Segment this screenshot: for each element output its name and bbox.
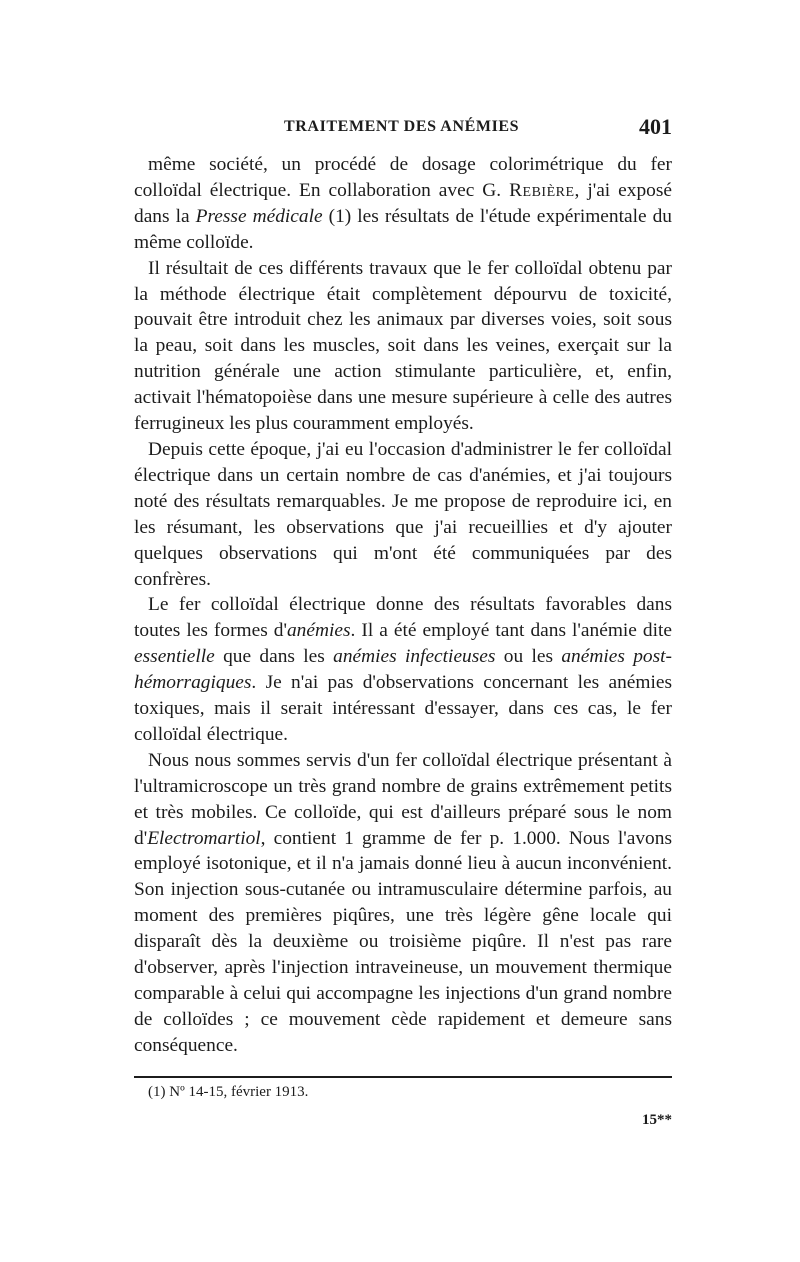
text-run: que dans les bbox=[214, 646, 334, 668]
text-run: Il résultait de ces différents travaux que le fer colloïdal obtenu par la méthode électrique était complètement dépourvu de toxicité, pouvait être introduit chez les animaux par diverses voies, soit sous la peau, soit dans les muscles, soit dans les veines, exerçait sur la nutrition générale une action stimulante particulière, et, enfin, activait l'hématopoièse dans une mesure supérieure à celle des autres ferrugineux les plus couramment employés. bbox=[134, 257, 672, 435]
paragraph bbox=[134, 748, 672, 1059]
italic-text: essentielle bbox=[134, 646, 215, 668]
text-run: Nous nous sommes servis d'un fer colloïdal électrique présentant à l'ultramicroscope un très grand nombre de grains extrêmement petits et très mobiles. Ce colloïde, qui est d'ailleurs préparé sous le nom d' bbox=[134, 749, 672, 849]
footnote: (1) Nº 14-15, février 1913. bbox=[148, 1084, 309, 1100]
printer-signature: 15** bbox=[642, 1112, 672, 1128]
italic-text: Presse médicale bbox=[195, 205, 323, 227]
body-text bbox=[134, 152, 672, 1059]
text-run: , j'ai exposé dans la bbox=[134, 179, 672, 227]
italic-text: anémies post-hémorragiques bbox=[134, 646, 672, 694]
text-run: Le fer colloïdal électrique donne des résultats favorables dans toutes les formes d' bbox=[134, 594, 672, 642]
text-run: (1) les résultats de l'étude expérimentale du même colloïde. bbox=[134, 205, 672, 253]
italic-text: anémies infectieuses bbox=[333, 646, 496, 668]
italic-text: Electromartiol bbox=[147, 827, 261, 849]
text-run: , contient 1 gramme de fer p. 1.000. Nous l'avons employé isotonique, et il n'a jamais donné lieu à aucun inconvénient. Son injection sous-cutanée ou intramusculaire détermine parfois, au moment des premières piqûres, une très légère gêne locale qui disparaît dès la deuxième ou troisième piqûre. Il n'est pas rare d'observer, après l'injection intraveineuse, un mouvement thermique comparable à celui qui accompagne les injections d'un grand nombre de colloïdes ; ce mouvement cède rapidement et demeure sans conséquence. bbox=[134, 827, 672, 1056]
page-number: 401 bbox=[639, 114, 672, 139]
paragraph bbox=[134, 256, 672, 437]
italic-text: anémies bbox=[286, 620, 351, 642]
text-run: ou les bbox=[495, 646, 562, 668]
footnote-rule bbox=[134, 1076, 672, 1078]
running-title: TRAITEMENT DES ANÉMIES bbox=[284, 118, 520, 135]
text-run: Depuis cette époque, j'ai eu l'occasion d'administrer le fer colloïdal électrique dans un certain nombre de cas d'anémies, et j'ai toujours noté des résultats remarquables. Je me propose de reproduire ici, en les résumant, les observations que j'ai recueillies et d'y ajouter quelques observations qui m'ont été communiquées par des confrères. bbox=[134, 438, 672, 590]
page-header bbox=[134, 116, 672, 142]
text-run: . Il a été employé tant dans l'anémie dite bbox=[350, 620, 672, 642]
paragraph bbox=[134, 592, 672, 747]
text-run: . Je n'ai pas d'observations concernant les anémies toxiques, mais il serait intéressant d'essayer, dans ces cas, le fer colloïdal électrique. bbox=[134, 672, 672, 745]
small-caps-name: Rebière bbox=[509, 179, 575, 201]
text-run: même société, un procédé de dosage colorimétrique du fer colloïdal électrique. En collaboration avec G. bbox=[134, 154, 672, 201]
paragraph bbox=[134, 152, 672, 256]
paragraph bbox=[134, 437, 672, 592]
